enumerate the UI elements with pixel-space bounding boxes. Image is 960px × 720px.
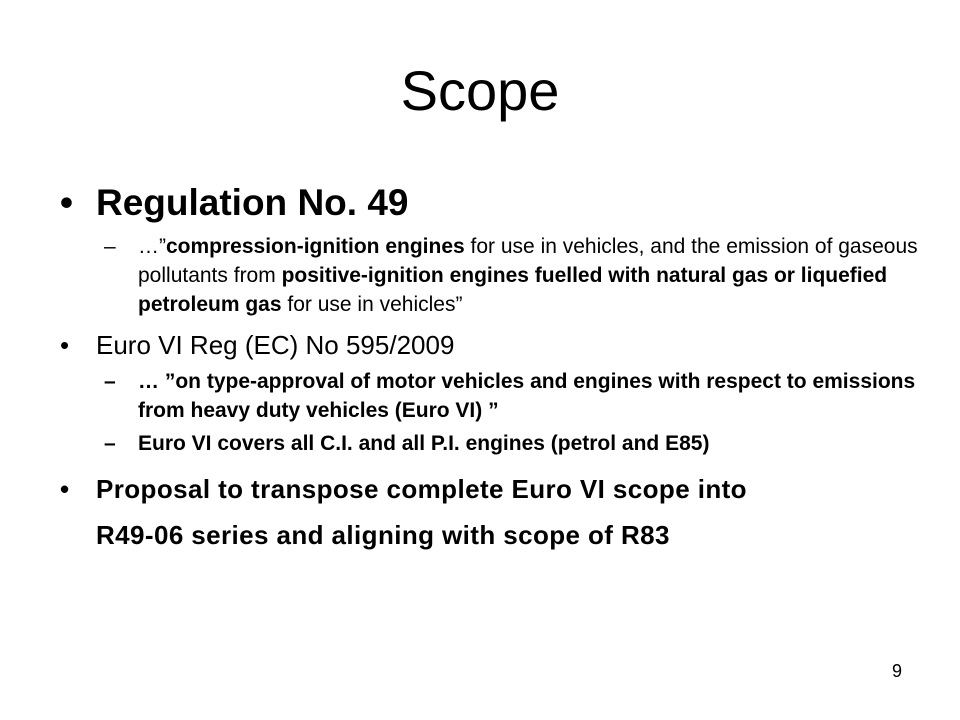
sub-bullet-text: … ”on type-approval of motor vehicles and engines with respect to emissions from heavy duty vehicles (Euro VI) ” [138,370,916,422]
dash-glyph: – [104,370,116,393]
bullet-glyph: • [60,330,70,360]
sub-bullet-text: Euro VI covers all C.I. and all P.I. engines (petrol and E85) [138,432,710,455]
bullet-proposal [60,466,920,558]
bullet-text: Euro VI Reg (EC) No 595/2009 [96,330,455,360]
sub-bullet-euro-vi-covers [104,429,920,458]
bullet-glyph: • [60,474,70,504]
slide-title: Scope [400,59,560,122]
slide-content [60,178,920,558]
sub-bullet-type-approval [104,367,920,425]
quote-bold-pi-engines: positive-ignition engines fuelled with natural gas or liquefied petroleum gas [138,264,888,316]
sub-bullet-r49-scope [104,232,920,319]
quote-text: for use in vehicles, and the emission of gaseous pollutants from [138,235,918,287]
bullet-glyph: • [60,182,73,223]
page-number: 9 [891,661,902,681]
bullet-euro-vi-reg [60,327,920,363]
dash-glyph: – [104,432,116,455]
dash-glyph: – [104,235,116,258]
bullet-text-line1: Proposal to transpose complete Euro VI scope into [96,474,747,504]
bullet-regulation-49 [60,178,920,228]
bullet-text-line2: R49-06 series and aligning with scope of R83 [96,520,670,550]
bullet-text: Regulation No. 49 [96,182,409,223]
quote-bold-ci-engines: compression-ignition engines [166,235,465,258]
quote-open: …” [138,235,166,258]
quote-close: for use in vehicles” [281,293,463,316]
